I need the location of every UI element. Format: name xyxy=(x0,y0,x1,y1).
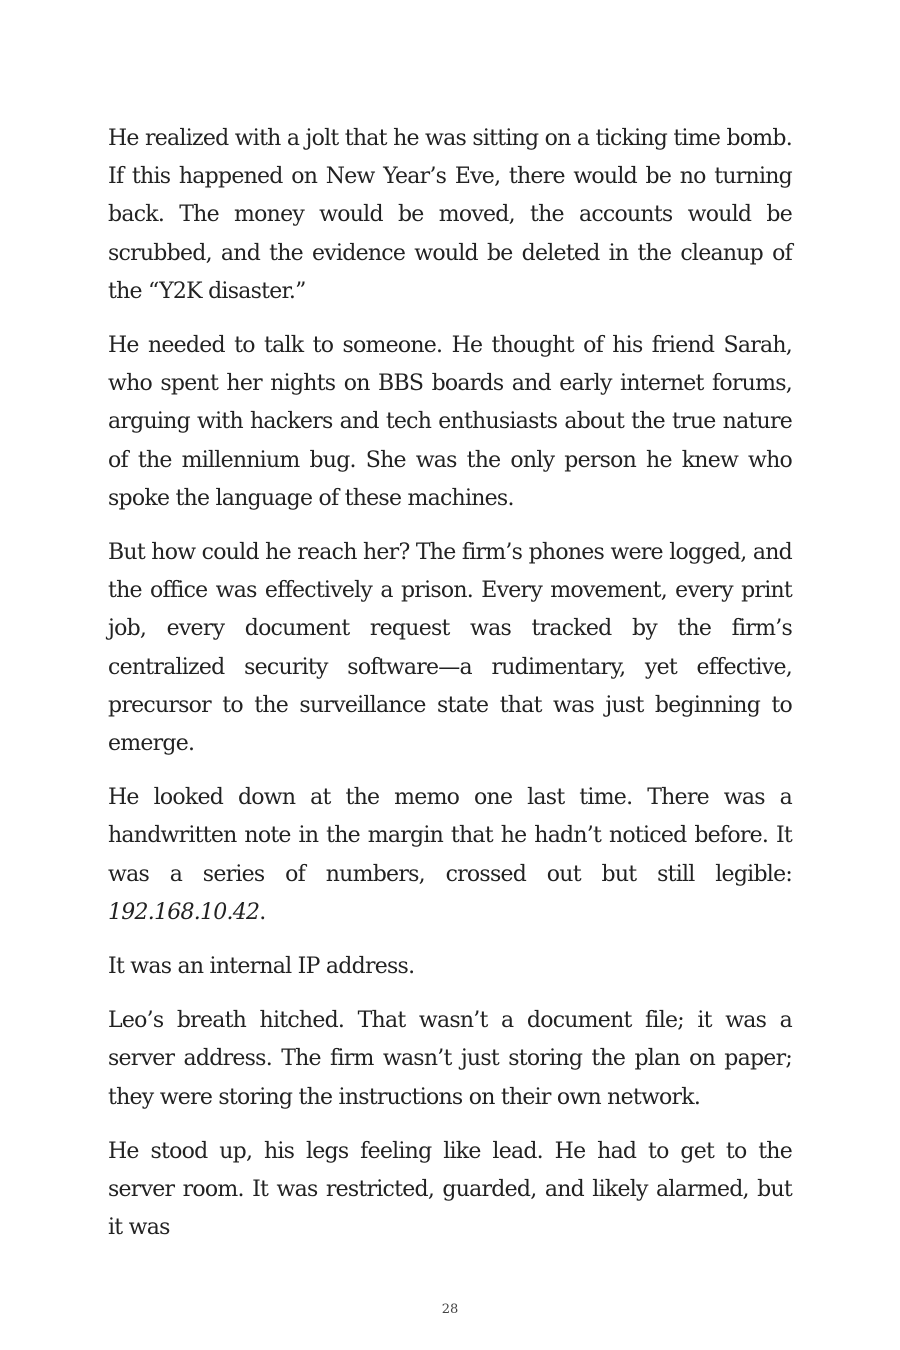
paragraph-3: But how could he reach her? The firm’s phones were logged, and the office was effectively a prison. Every movement, every print job, every document request was tracked by the firm’s centralized security software—a rudimentary, yet effective, precursor to the surveillance state that was just beginning to emerge. xyxy=(108,540,792,757)
ip-address: 192.168.10.42 xyxy=(108,899,260,925)
paragraph-2: He needed to talk to someone. He thought of his friend Sarah, who spent her nights on BBS boards and early internet forums, arguing with hackers and tech enthusiasts about the true nature of the millennium bug. She was the only person he knew who spoke the language of these machines. xyxy=(108,333,792,511)
paragraph-6: Leo’s breath hitched. That wasn’t a document file; it was a server address. The firm wasn’t just storing the plan on paper; they were storing the instructions on their own network. xyxy=(108,1008,792,1110)
paragraph-4-text: He looked down at the memo one last time. There was a handwritten note in the margin that he hadn’t noticed before. It was a series of numbers, crossed out but still legible: xyxy=(108,785,792,887)
paragraph-7: He stood up, his legs feeling like lead. He had to get to the server room. It was restricted, guarded, and likely alarmed, but it was xyxy=(108,1138,792,1241)
paragraph-4-suffix: . xyxy=(259,899,266,925)
page-number: 28 xyxy=(441,1302,459,1317)
paragraph-1: He realized with a jolt that he was sitting on a ticking time bomb. If this happened on New Year’s Eve, there would be no turning back. The money would be moved, the accounts would be scrubbed, and the evidence would be deleted in the cleanup of the “Y2K disaster.” xyxy=(108,126,792,304)
paragraph-4 xyxy=(108,779,792,932)
page-body xyxy=(108,120,792,1263)
paragraph-5: It was an internal IP address. xyxy=(108,954,415,980)
